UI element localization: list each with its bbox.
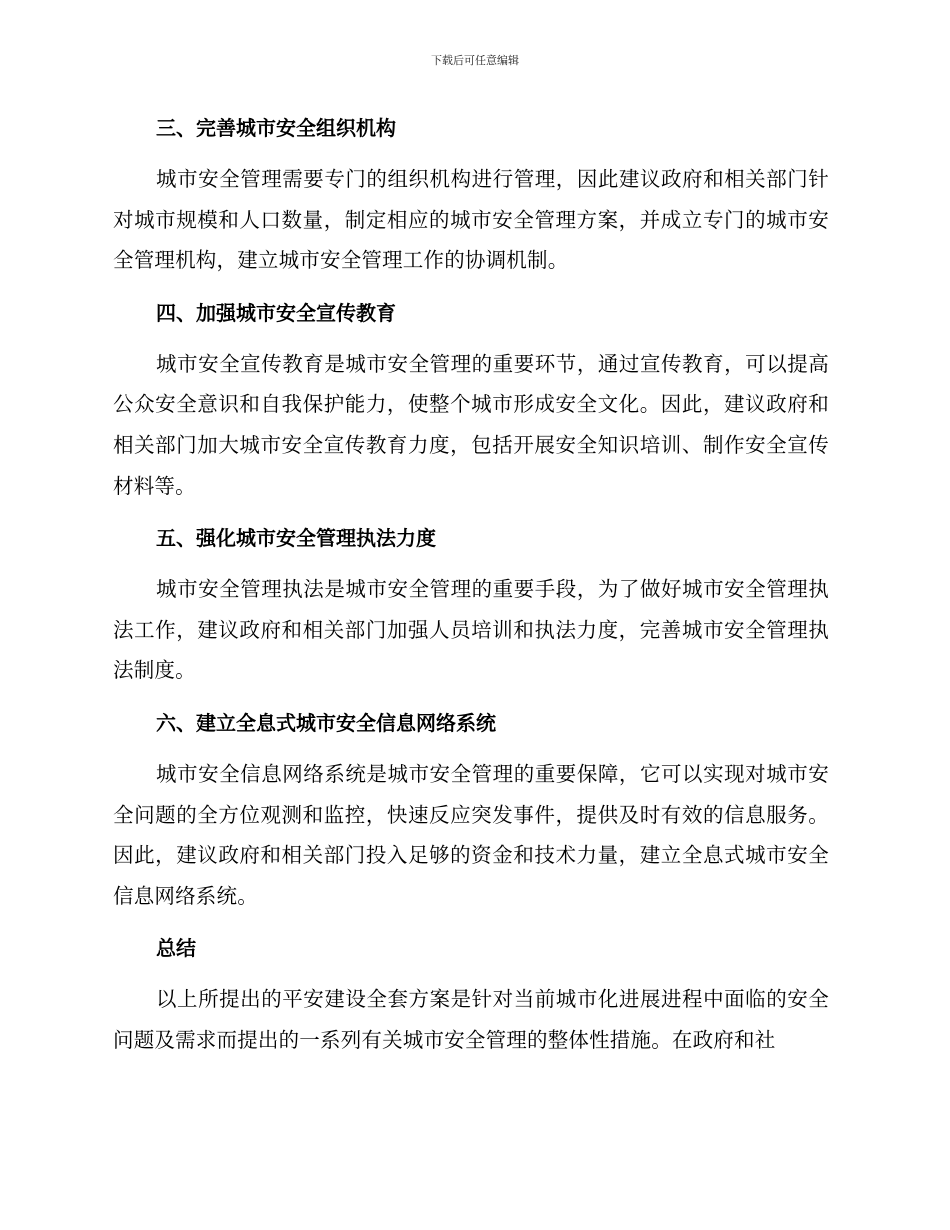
document-body	[113, 108, 829, 1061]
section-paragraph: 城市安全信息网络系统是城市安全管理的重要保障，它可以实现对城市安全问题的全方位观测和监控，快速反应突发事件，提供及时有效的信息服务。因此，建议政府和相关部门投入足够的资金和技术力量，建立全息式城市安全信息网络系统。	[113, 761, 829, 908]
section-heading: 六、建立全息式城市安全信息网络系统	[156, 710, 496, 735]
section-paragraph: 城市安全管理需要专门的组织机构进行管理，因此建议政府和相关部门针对城市规模和人口数量，制定相应的城市安全管理方案，并成立专门的城市安全管理机构，建立城市安全管理工作的协调机制。	[113, 167, 829, 273]
section-heading: 四、加强城市安全宣传教育	[156, 300, 396, 325]
section-heading: 五、强化城市安全管理执法力度	[156, 526, 436, 551]
section-heading: 三、完善城市安全组织机构	[156, 116, 396, 140]
section-paragraph: 以上所提出的平安建设全套方案是针对当前城市化进展进程中面临的安全问题及需求而提出的一系列有关城市安全管理的整体性措施。在政府和社	[113, 987, 829, 1052]
section-paragraph: 城市安全管理执法是城市安全管理的重要手段，为了做好城市安全管理执法工作，建议政府和相关部门加强人员培训和执法力度，完善城市安全管理执法制度。	[113, 577, 829, 683]
section-paragraph: 城市安全宣传教育是城市安全管理的重要环节，通过宣传教育，可以提高公众安全意识和自我保护能力，使整个城市形成安全文化。因此，建议政府和相关部门加大城市安全宣传教育力度，包括开展安全知识培训、制作安全宣传材料等。	[113, 351, 829, 498]
page-header: 下载后可任意编辑	[431, 54, 519, 67]
section-heading: 总结	[156, 936, 196, 961]
